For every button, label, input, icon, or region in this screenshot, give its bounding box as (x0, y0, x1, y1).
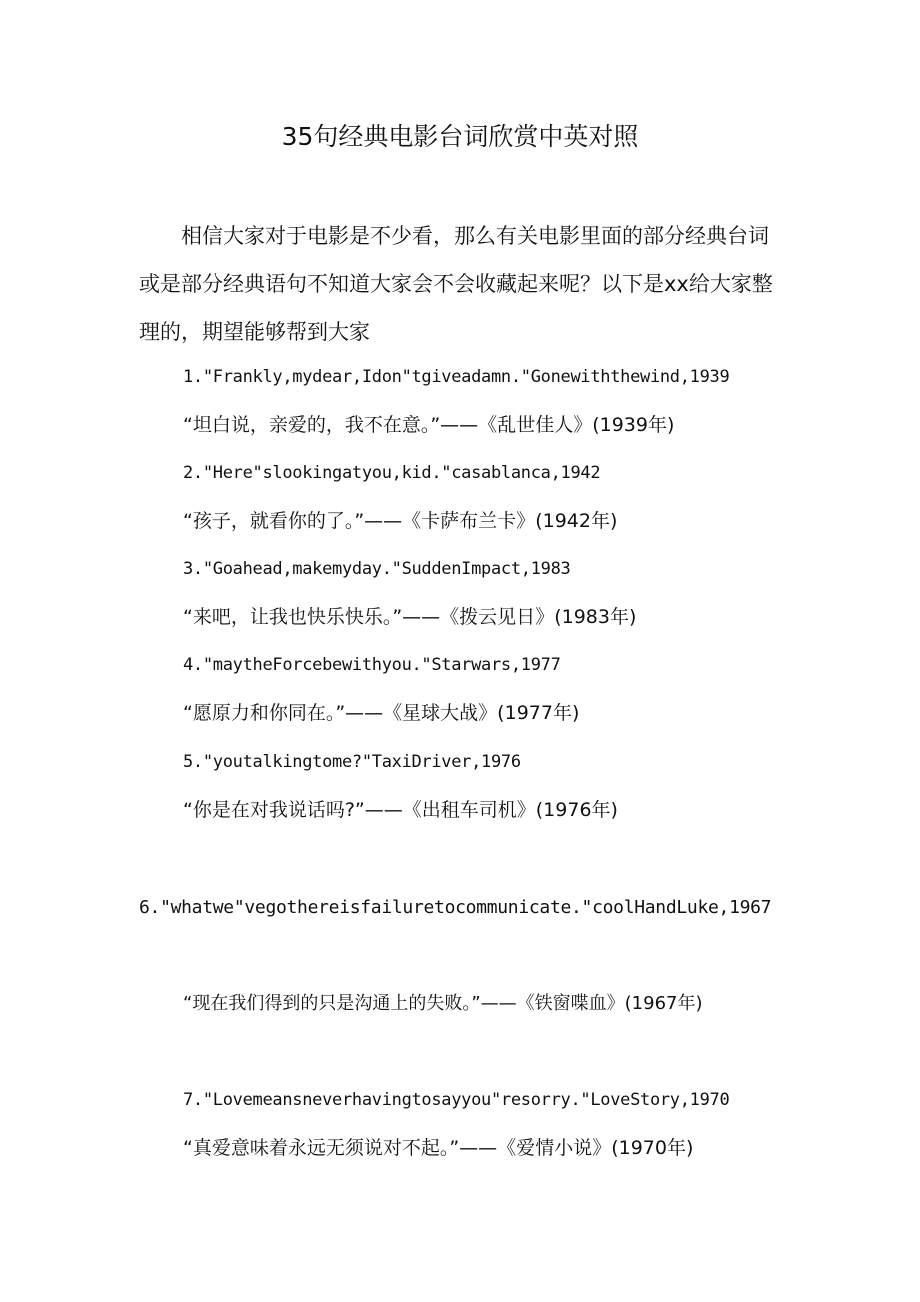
quote-7-chinese: “真爱意味着永远无须说对不起。”——《爱情小说》(1970年) (183, 1137, 694, 1159)
quote-2-english: 2."Here"slookingatyou,kid."casablanca,1942 (183, 463, 601, 483)
intro-paragraph: 相信大家对于电影是不少看，那么有关电影里面的部分经典台词或是部分经典语句不知道大家会不会收藏起来呢？以下是xx给大家整理的，期望能够帮到大家 (139, 224, 773, 344)
quote-2-chinese: “孩子，就看你的了。”——《卡萨布兰卡》(1942年) (183, 510, 618, 532)
quote-4-chinese: “愿原力和你同在。”——《星球大战》(1977年) (183, 702, 580, 724)
quote-7-english: 7."Lovemeansneverhavingtosayyou"resorry."LoveStory,1970 (183, 1090, 730, 1110)
quote-1-chinese: “坦白说，亲爱的，我不在意。”——《乱世佳人》(1939年) (183, 414, 675, 436)
document-title: 35句经典电影台词欣赏中英对照 (281, 122, 639, 151)
quote-6-chinese: “现在我们得到的只是沟通上的失败。”——《铁窗喋血》(1967年) (183, 993, 703, 1014)
quote-5-chinese: “你是在对我说话吗?”——《出租车司机》(1976年) (183, 799, 618, 821)
quote-1-english: 1."Frankly,mydear,Idon"tgiveadamn."Gonewiththewind,1939 (183, 367, 730, 387)
quote-4-english: 4."maytheForcebewithyou."Starwars,1977 (183, 655, 561, 675)
quote-5-english: 5."youtalkingtome?"TaxiDriver,1976 (183, 752, 521, 772)
quote-6-english: 6."whatwe"vegothereisfailuretocommunicate."coolHandLuke,1967 (139, 897, 772, 918)
quote-3-chinese: “来吧，让我也快乐快乐。”——《拨云见日》(1983年) (183, 606, 637, 628)
quote-3-english: 3."Goahead,makemyday."SuddenImpact,1983 (183, 559, 571, 579)
